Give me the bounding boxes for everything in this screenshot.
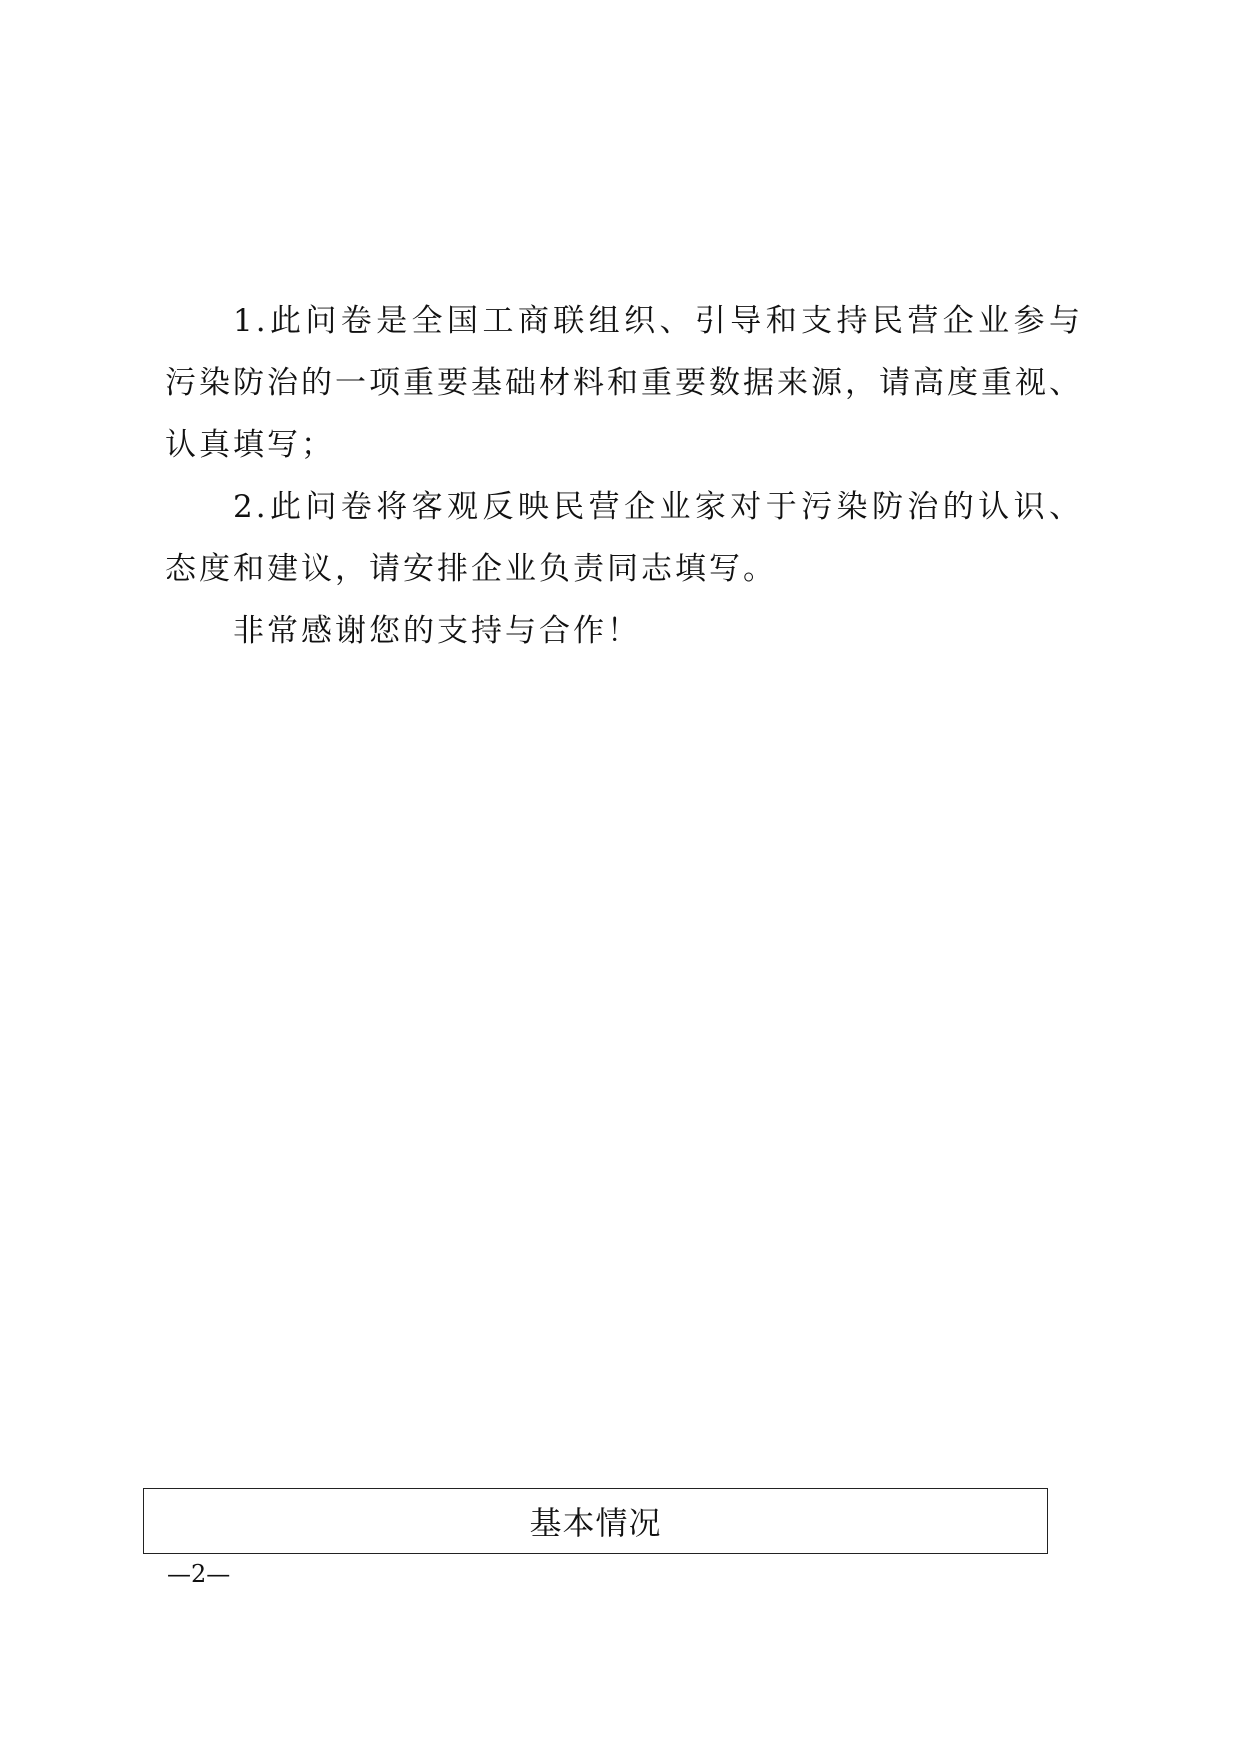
page-number: —2— [167,1560,231,1588]
instructions-text [165,290,1083,662]
paragraph-1: 1.此问卷是全国工商联组织、引导和支持民营企业参与污染防治的一项重要基础材料和重要数据来源，请高度重视、认真填写； [165,303,1083,463]
basic-info-table-header [143,1488,1048,1554]
table-title: 基本情况 [529,1504,662,1542]
paragraph-thanks: 非常感谢您的支持与合作！ [233,613,641,649]
paragraph-2: 2.此问卷将客观反映民营企业家对于污染防治的认识、态度和建议，请安排企业负责同志填写。 [165,489,1083,587]
